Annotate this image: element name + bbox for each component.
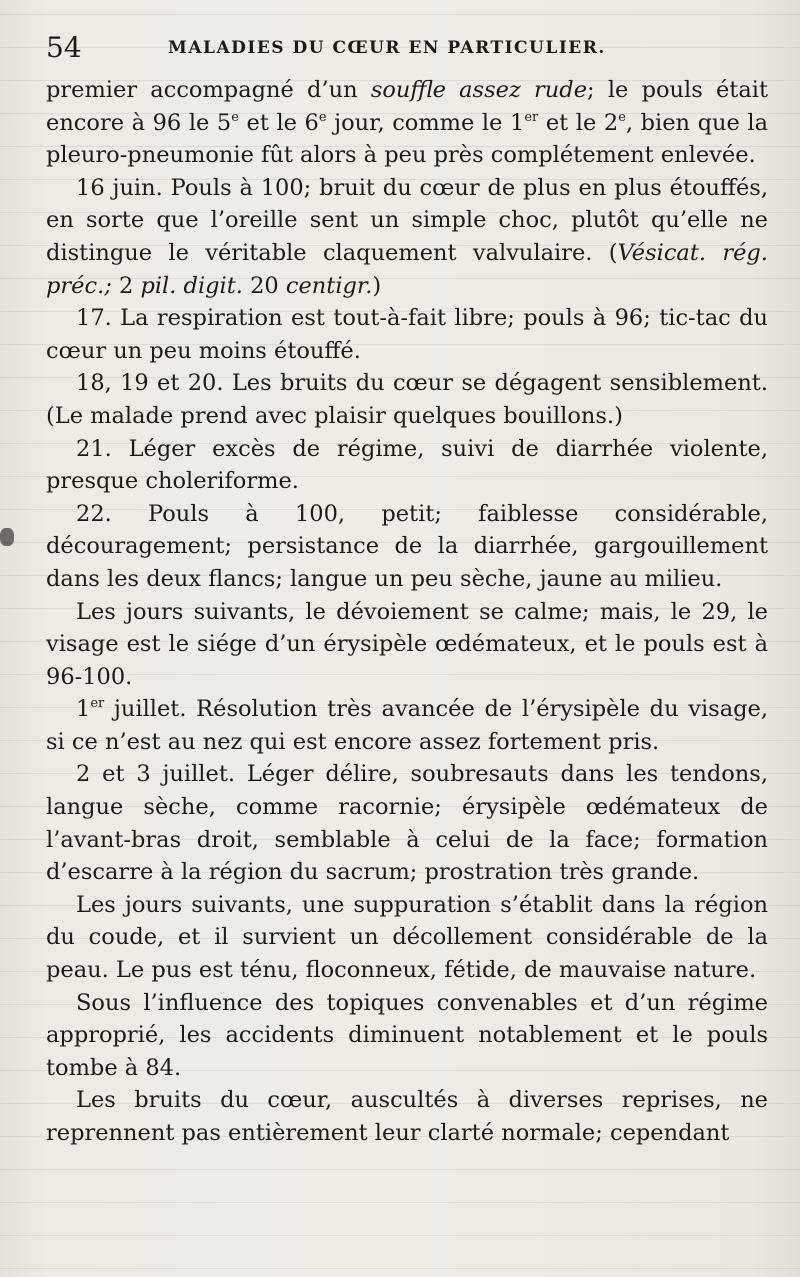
text-run: , bien que la pleuro-pneumonie fût alors à peu près complétement enlevée. [46,109,769,169]
text-run: ) [372,272,382,299]
page-header [46,30,766,66]
paragraph [46,74,768,172]
text-run: 21. Léger excès de régime, suivi de diarrhée violente, presque choleriforme. [46,435,768,495]
paragraph [46,367,768,432]
text-run: 17. La respiration est tout-à-fait libre; pouls à 96; tic-tac du cœur un peu moins étouffé. [46,305,768,364]
superscript: e [318,109,327,125]
text-run: 18, 19 et 20. Les bruits du cœur se dégagent sensiblement. (Le malade prend avec plaisir quelques bouillons.) [46,370,768,429]
text-run: 2 et 3 juillet. Léger délire, soubresauts dans les tendons, langue sèche, comme racornie; érysipèle œdémateux de l’avant-bras droit, semblable à celui de la face; formation d’escarre à la région du sacrum; prostration très grande. [46,761,768,886]
text-run: Les jours suivants, le dévoiement se calme; mais, le 29, le visage est le siége d’un érysipèle œdémateux, et le pouls est à 96-100. [46,598,768,690]
paragraph [46,302,768,367]
page-number: 54 [46,31,82,64]
italic-text: Vésicat. rég. préc.; [46,239,768,299]
superscript: e [618,109,626,125]
running-head: MALADIES DU CŒUR EN PARTICULIER. [168,38,606,58]
text-run: juillet. Résolution très avancée de l’érysipèle du visage, si ce n’est au nez qui est encore assez fortement pris. [46,696,768,755]
paragraph [46,1084,768,1149]
body-text [46,74,768,1150]
paragraph [46,433,768,498]
paragraph [46,498,768,596]
text-run: ; le pouls était encore à 96 le 5 [46,77,768,136]
superscript: e [231,109,239,125]
italic-text: pil. digit. [140,272,243,299]
text-run: 20 [242,272,286,299]
text-run: jour, comme le 1 [326,109,525,136]
paragraph [46,172,768,302]
paragraph [46,987,768,1085]
text-run: 2 [111,272,141,299]
paragraph [46,693,768,758]
paragraph [46,596,768,694]
text-run: Les jours suivants, une suppuration s’établit dans la région du coude, et il survient un décollement considérable de la peau. Le pus est ténu, floconneux, fétide, de mauvaise nature. [46,891,768,984]
text-run: Sous l’influence des topiques convenables et d’un régime approprié, les accidents diminuent notablement et le pouls tombe à 84. [46,989,768,1081]
text-run: 16 juin. Pouls à 100; bruit du cœur de plus en plus étouffés, en sorte que l’oreille sent un simple choc, plutôt qu’elle ne distingue le véritable claquement valvulaire. ( [46,174,768,266]
text-run: premier accompagné d’un [46,77,371,103]
text-run: 1 [76,696,91,723]
italic-text: souffle assez rude [370,77,588,103]
superscript: er [524,109,539,125]
text-run: Les bruits du cœur, auscultés à diverses reprises, ne reprennent pas entièrement leur clarté normale; cependant [46,1087,768,1146]
text-run: et le 2 [538,109,619,136]
text-run: 22. Pouls à 100, petit; faiblesse considérable, découragement; persistance de la diarrhée, gargouillement dans les deux flancs; langue un peu sèche, jaune au milieu. [46,500,768,592]
italic-text: centigr. [285,272,373,299]
ink-smudge [0,528,14,546]
paragraph [46,889,768,987]
superscript: er [90,696,105,712]
paragraph [46,758,768,888]
text-run: et le 6 [238,109,319,136]
